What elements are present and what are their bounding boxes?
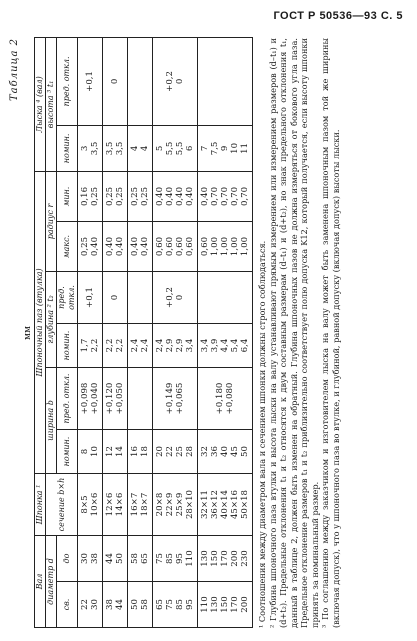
diameter-from-value: 85: [175, 599, 185, 610]
diameter-from-cell: [153, 582, 198, 628]
width-tolerance-cell: [103, 368, 128, 430]
diameter-to-value: 170: [220, 550, 230, 567]
width-nominal-value: 40: [220, 446, 230, 457]
height-nominal-value: 9: [220, 145, 230, 152]
depth-nominal-cell: [198, 324, 253, 368]
header-shaft: Вал: [35, 536, 46, 628]
radius-max-value: 0,40: [140, 236, 150, 257]
radius-min-value: 0,40: [175, 186, 185, 207]
diameter-to-value: 110: [185, 550, 195, 567]
height-nominal-value: 3,5: [115, 141, 125, 156]
radius-min-value: 0,25: [90, 186, 100, 207]
radius-max-value: 0,60: [175, 236, 185, 257]
radius-min-value: 0,25: [105, 186, 115, 207]
header-depth: глубина ² t₂: [46, 272, 57, 368]
key-section-value: 25×9: [175, 492, 185, 517]
diameter-from-value: 95: [185, 599, 195, 610]
key-section-cell: [103, 474, 128, 536]
dimensions-table: [34, 37, 253, 628]
height-nominal-cell: [103, 125, 128, 171]
key-section-value: 32×11: [200, 489, 210, 520]
depth-nominal-value: 5,4: [230, 338, 240, 353]
radius-max-value: 1,00: [220, 236, 230, 257]
width-nominal-value: 10: [90, 446, 100, 457]
diameter-from-value: 75: [165, 599, 175, 610]
radius-max-value: 0,40: [130, 236, 140, 257]
depth-nominal-cell: [153, 324, 198, 368]
header-t2-nominal: номин.: [57, 324, 78, 368]
key-section-value: 40×14: [220, 489, 230, 520]
footnotes: [257, 38, 341, 628]
diameter-to-cell: [78, 536, 103, 582]
diameter-to-value: 200: [230, 550, 240, 567]
height-nominal-value: 10: [230, 142, 240, 154]
depth-tolerance-cell: [78, 272, 103, 324]
diameter-from-cell: [103, 582, 128, 628]
depth-nominal-value: 2,2: [90, 338, 100, 353]
diameter-to-cell: [153, 536, 198, 582]
depth-nominal-cell: [103, 324, 128, 368]
header-radius: радиус r: [46, 171, 57, 271]
key-section-value: 36×12: [210, 489, 220, 520]
width-tolerance-value: +0,040: [90, 382, 100, 415]
width-tolerance-value: +0,050: [115, 382, 125, 415]
diameter-to-value: 75: [155, 553, 165, 564]
header-row-2: [46, 37, 57, 627]
width-nominal-value: 18: [140, 446, 150, 457]
key-section-value: 14×6: [115, 492, 125, 517]
footnote-2: ² Глубина шпоночного паза втулки и высота лыски на валу устанавливают прямым измерением или измерением размеров (d–t₁) и (d+t₂). Предельные отклонения t₁ и t₂ относятся к двум составным размерам (d–t₁) и (d+t₂), но знак предельного отклонения t₁, данный в таблице 2, должен быть изменен на обратный. Глубина шпоночных пазов не должна измеряться от бокового угла паза. Предельное отклонение размеров t₁ и t₂ приблизительно соответствует полю допуска K12, который получается, если высоту шпонки принять за номинальный размер.: [267, 38, 320, 628]
width-nominal-value: 16: [130, 446, 140, 457]
width-nominal-cell: [103, 430, 128, 474]
table-row: [153, 37, 198, 627]
diameter-to-value: 58: [130, 553, 140, 564]
diameter-to-cell: [103, 536, 128, 582]
diameter-to-value: 44: [105, 553, 115, 564]
height-nominal-value: 3,5: [105, 141, 115, 156]
depth-nominal-value: 2,4: [130, 338, 140, 353]
radius-min-value: 0,40: [200, 186, 210, 207]
table-row: [103, 37, 128, 627]
height-nominal-value: 4: [140, 145, 150, 152]
height-nominal-value: 5: [155, 145, 165, 152]
height-tolerance-cell: [103, 37, 128, 125]
height-nominal-value: 5,5: [165, 141, 175, 156]
diameter-from-value: 44: [115, 599, 125, 610]
depth-tolerance-cell: [128, 272, 153, 324]
diameter-to-value: 30: [80, 553, 90, 564]
width-tolerance-value: +0,080: [225, 382, 235, 415]
radius-max-value: 0,40: [105, 236, 115, 257]
width-tolerance-value: +0,149: [165, 382, 175, 415]
width-nominal-value: 36: [210, 446, 220, 457]
depth-nominal-value: 4,4: [220, 338, 230, 353]
radius-max-value: 0,25: [80, 236, 90, 257]
depth-nominal-value: 3,9: [210, 338, 220, 353]
height-nominal-value: 7,5: [210, 141, 220, 156]
depth-nominal-value: 2,4: [155, 338, 165, 353]
width-nominal-value: 12: [105, 446, 115, 457]
radius-max-value: 0,60: [165, 236, 175, 257]
header-diameter: диаметр d: [46, 536, 57, 628]
diameter-from-value: 22: [80, 599, 90, 610]
table-body: [78, 37, 253, 627]
depth-nominal-value: 3,4: [200, 338, 210, 353]
radius-max-value: 0,40: [115, 236, 125, 257]
key-section-value: 28×10: [185, 489, 195, 520]
header-r-max: макс.: [57, 222, 78, 272]
height-tolerance-value: +0,1: [85, 70, 95, 92]
radius-max-value: 0,60: [155, 236, 165, 257]
unit-label: мм: [23, 326, 33, 341]
header-row-3: [57, 37, 78, 627]
key-section-value: 8×5: [80, 495, 90, 514]
height-nominal-value: 3,5: [90, 141, 100, 156]
width-tolerance-cell: [128, 368, 153, 430]
width-nominal-cell: [198, 430, 253, 474]
radius-min-cell: [78, 171, 103, 221]
header-flat: Лыска ⁴ (вал): [35, 37, 46, 171]
key-section-value: 12×6: [105, 492, 115, 517]
diameter-to-value: 150: [210, 550, 220, 567]
width-nominal-value: 28: [185, 446, 195, 457]
footnote-1: ¹ Соотношения между диаметром вала и сечением шпонки должны строго соблюдаться.: [257, 240, 267, 628]
header-keyway: Шпоночный паз (втулка): [35, 171, 46, 473]
height-tolerance-cell: [198, 37, 253, 125]
radius-max-cell: [128, 222, 153, 272]
height-nominal-value: 7: [200, 145, 210, 152]
height-nominal-value: 4: [130, 145, 140, 152]
key-section-cell: [78, 474, 103, 536]
key-section-value: 18×7: [140, 492, 150, 517]
depth-nominal-value: 6,4: [240, 338, 250, 353]
diameter-to-value: 230: [240, 550, 250, 567]
radius-min-value: 0,70: [240, 186, 250, 207]
depth-nominal-value: 2,4: [140, 338, 150, 353]
diameter-to-value: 95: [175, 553, 185, 564]
height-nominal-cell: [128, 125, 153, 171]
depth-tolerance-cell: [103, 272, 128, 324]
diameter-from-value: 65: [155, 599, 165, 610]
radius-min-cell: [198, 171, 253, 221]
height-tolerance-value: 0: [110, 78, 120, 85]
depth-nominal-value: 2,2: [105, 338, 115, 353]
width-nominal-value: 50: [240, 446, 250, 457]
width-nominal-value: 8: [80, 448, 90, 455]
diameter-from-value: 58: [140, 599, 150, 610]
height-tolerance-cell: [128, 37, 153, 125]
radius-max-cell: [198, 222, 253, 272]
depth-tolerance-value: 0: [110, 294, 120, 301]
diameter-from-value: 38: [105, 599, 115, 610]
diameter-to-value: 38: [90, 553, 100, 564]
depth-tolerance-value: 0: [175, 294, 185, 301]
radius-min-value: 0,25: [115, 186, 125, 207]
radius-min-cell: [103, 171, 128, 221]
header-key: Шпонка ¹: [35, 474, 46, 536]
header-b-nominal: номин.: [57, 430, 78, 474]
diameter-to-value: 50: [115, 553, 125, 564]
width-nominal-value: 22: [165, 446, 175, 457]
key-section-cell: [128, 474, 153, 536]
header-t1-nominal: номин.: [57, 125, 78, 171]
height-nominal-value: 5,5: [175, 141, 185, 156]
depth-nominal-value: 3,4: [185, 338, 195, 353]
radius-max-value: 1,00: [230, 236, 240, 257]
header-width: ширина b: [46, 368, 57, 474]
height-tolerance-value: +0,2: [165, 70, 175, 92]
radius-max-value: 0,40: [90, 236, 100, 257]
width-nominal-value: 20: [155, 446, 165, 457]
radius-min-value: 0,70: [230, 186, 240, 207]
radius-max-cell: [78, 222, 103, 272]
radius-max-value: 1,00: [240, 236, 250, 257]
key-section-cell: [153, 474, 198, 536]
radius-max-value: 0,60: [185, 236, 195, 257]
depth-nominal-value: 2,2: [115, 338, 125, 353]
diameter-to-value: 85: [165, 553, 175, 564]
key-section-value: 16×7: [130, 492, 140, 517]
height-nominal-value: 6: [185, 145, 195, 152]
width-nominal-value: 32: [200, 446, 210, 457]
width-nominal-cell: [153, 430, 198, 474]
width-tolerance-cell: [198, 368, 253, 430]
diameter-to-cell: [198, 536, 253, 582]
diameter-from-cell: [78, 582, 103, 628]
height-nominal-cell: [198, 125, 253, 171]
height-tolerance-cell: [153, 37, 198, 125]
height-tolerance-cell: [78, 37, 103, 125]
key-section-value: 45×16: [230, 489, 240, 520]
key-section-value: 10×6: [90, 492, 100, 517]
diameter-to-value: 130: [200, 550, 210, 567]
key-section-cell: [198, 474, 253, 536]
depth-nominal-value: 2,9: [175, 338, 185, 353]
rotated-page-content: [8, 38, 408, 628]
width-tolerance-value: +0,098: [80, 382, 90, 415]
page-header: ГОСТ Р 50536—93 С. 5: [273, 10, 403, 22]
header-r-min: мин.: [57, 171, 78, 221]
width-nominal-cell: [128, 430, 153, 474]
diameter-from-cell: [128, 582, 153, 628]
radius-max-cell: [153, 222, 198, 272]
width-nominal-cell: [78, 430, 103, 474]
diameter-from-value: 170: [230, 596, 240, 613]
height-nominal-value: 3: [80, 145, 90, 152]
radius-min-value: 0,25: [130, 186, 140, 207]
radius-max-cell: [103, 222, 128, 272]
radius-min-value: 0,25: [140, 186, 150, 207]
width-tolerance-value: +0,065: [175, 382, 185, 415]
depth-tolerance-value: +0,1: [85, 287, 95, 308]
diameter-to-cell: [128, 536, 153, 582]
radius-max-value: 1,00: [210, 236, 220, 257]
depth-nominal-cell: [128, 324, 153, 368]
diameter-from-value: 110: [200, 596, 210, 613]
header-row-1: [35, 37, 46, 627]
radius-min-value: 0,40: [155, 186, 165, 207]
height-nominal-cell: [153, 125, 198, 171]
height-tolerance-value: 0: [175, 78, 185, 85]
depth-nominal-value: 1,7: [80, 338, 90, 353]
radius-min-value: 0,70: [220, 186, 230, 207]
width-nominal-value: 45: [230, 446, 240, 457]
diameter-to-value: 65: [140, 553, 150, 564]
footnote-3: ³ По соглашению между заказчиком и изготовителем лыска на валу может быть заменена шпоночным пазом той же ширины (включая допуск), что у шпоночного паза во втулке, и глубиной, равной допуску (включая допуск) высоты лыски.: [320, 38, 341, 628]
width-tolerance-cell: [78, 368, 103, 430]
depth-nominal-value: 2,9: [165, 338, 175, 353]
diameter-from-value: 130: [210, 596, 220, 613]
radius-min-value: 0,40: [165, 186, 175, 207]
width-tolerance-value: +0,180: [215, 382, 225, 415]
width-nominal-value: 25: [175, 446, 185, 457]
header-from: св.: [57, 582, 78, 628]
height-nominal-cell: [78, 125, 103, 171]
header-t2-tolerance: пред. откл.: [57, 272, 78, 324]
key-section-value: 20×8: [155, 492, 165, 517]
diameter-from-cell: [198, 582, 253, 628]
depth-tolerance-cell: [198, 272, 253, 324]
width-nominal-value: 14: [115, 446, 125, 457]
key-section-value: 50×18: [240, 489, 250, 520]
table-caption: Таблица 2: [9, 38, 20, 102]
width-tolerance-value: +0,120: [105, 382, 115, 415]
key-section-value: 22×9: [165, 492, 175, 517]
table-row: [128, 37, 153, 627]
header-to: до: [57, 536, 78, 582]
depth-nominal-cell: [78, 324, 103, 368]
radius-min-cell: [128, 171, 153, 221]
diameter-from-value: 30: [90, 599, 100, 610]
diameter-from-value: 50: [130, 599, 140, 610]
table-row: [198, 37, 253, 627]
diameter-from-value: 150: [220, 596, 230, 613]
radius-min-cell: [153, 171, 198, 221]
header-t1-tolerance: пред. откл.: [57, 37, 78, 125]
radius-min-value: 0,16: [80, 186, 90, 207]
table-row: [78, 37, 103, 627]
height-nominal-value: 11: [240, 142, 250, 154]
radius-min-value: 0,70: [210, 186, 220, 207]
depth-tolerance-value: +0,2: [165, 287, 175, 308]
header-b-tolerance: пред. откл.: [57, 368, 78, 430]
radius-min-value: 0,40: [185, 186, 195, 207]
width-tolerance-cell: [153, 368, 198, 430]
depth-tolerance-cell: [153, 272, 198, 324]
header-height: высота ³ t₁: [46, 37, 57, 171]
header-section: сечение b×h: [46, 474, 78, 536]
radius-max-value: 0,60: [200, 236, 210, 257]
diameter-from-value: 200: [240, 596, 250, 613]
